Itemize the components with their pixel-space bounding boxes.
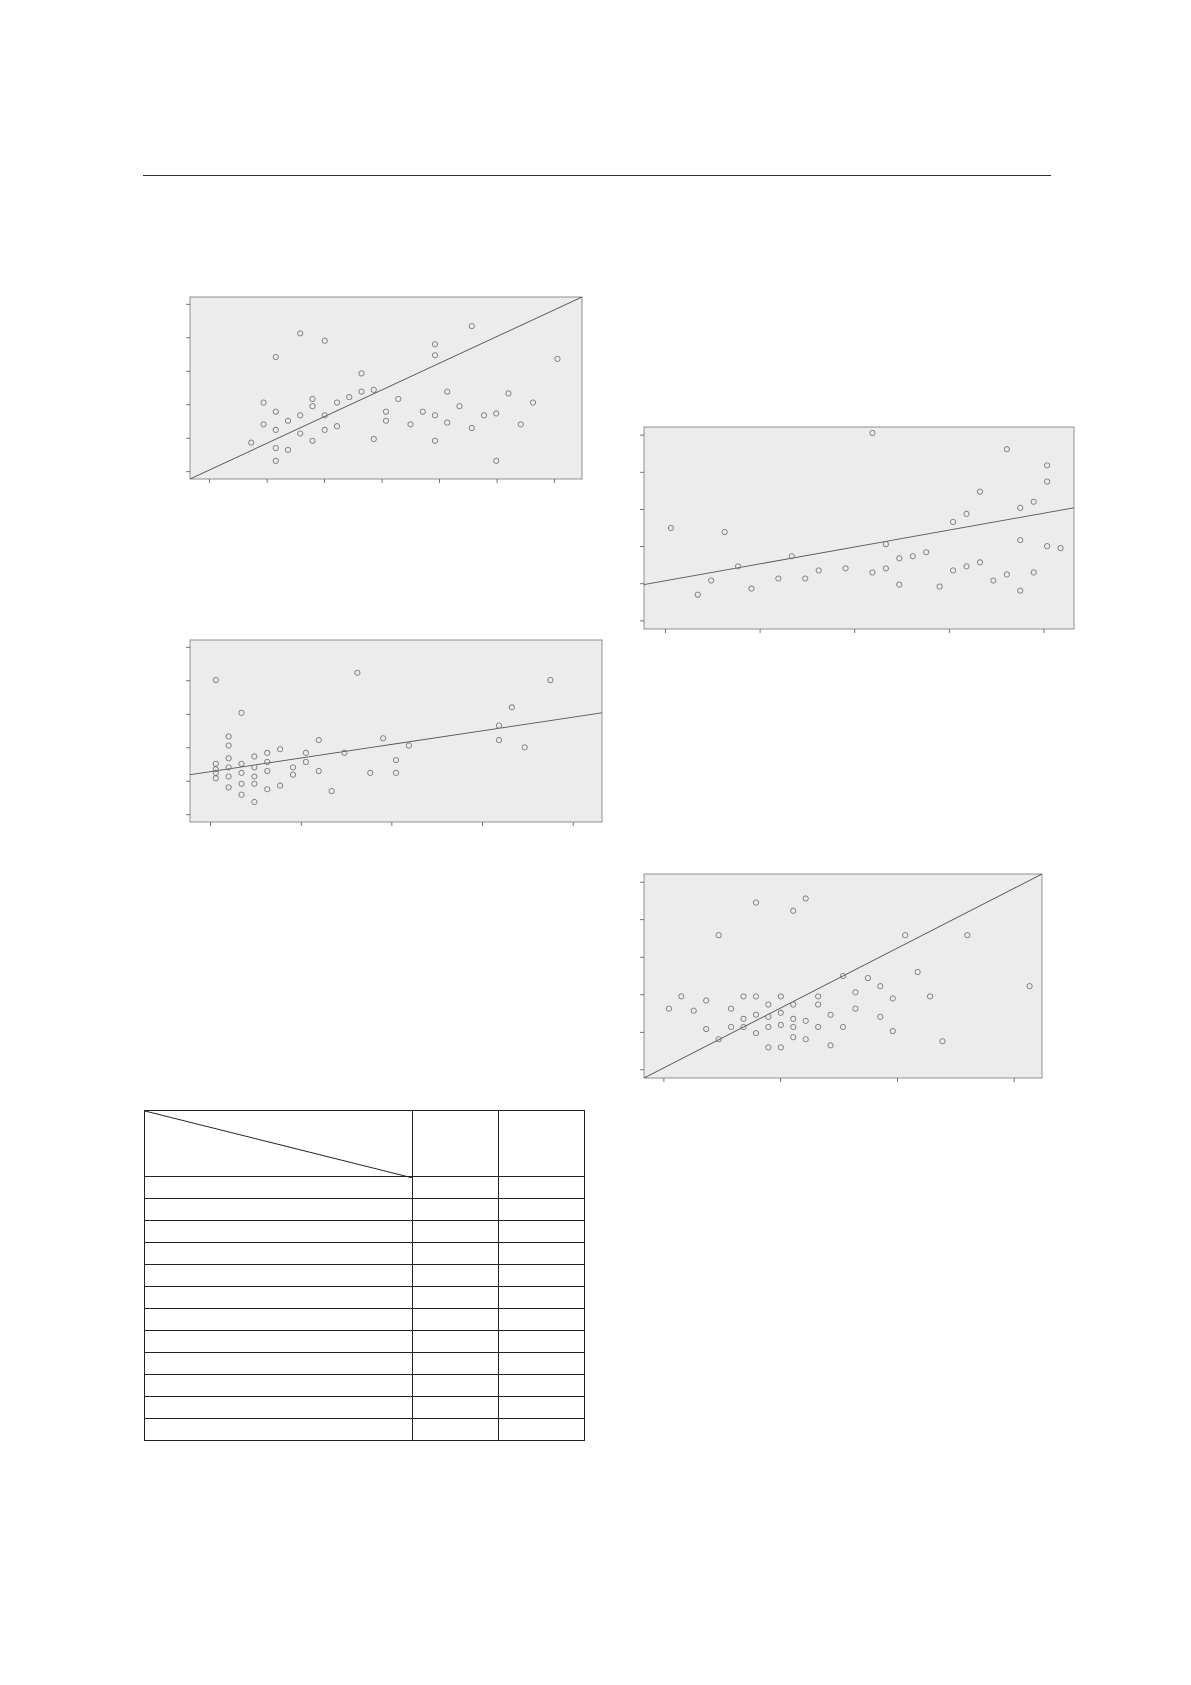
scatter-plot-2 (622, 425, 1080, 655)
table-cell (145, 1177, 413, 1199)
table-row (145, 1221, 585, 1243)
table-cell (145, 1419, 413, 1441)
plot-area (644, 427, 1074, 629)
table-col-header (499, 1111, 585, 1177)
table-row (145, 1419, 585, 1441)
table-cell (413, 1309, 499, 1331)
table-cell (145, 1375, 413, 1397)
table-cell (499, 1243, 585, 1265)
table-row (145, 1375, 585, 1397)
scatter-plot-1 (168, 295, 588, 505)
plot-area (190, 640, 602, 822)
table-cell (499, 1353, 585, 1375)
data-table (144, 1110, 585, 1441)
table-cell (145, 1221, 413, 1243)
table-cell (499, 1199, 585, 1221)
header-rule (143, 175, 1051, 176)
scatter-plot-4 (622, 872, 1048, 1104)
table-cell (145, 1199, 413, 1221)
table-cell (499, 1331, 585, 1353)
table-row (145, 1287, 585, 1309)
corner-diagonal (145, 1111, 413, 1178)
table-row (145, 1309, 585, 1331)
scatter-plot-3 (168, 638, 608, 848)
table-cell (145, 1397, 413, 1419)
table-row (145, 1265, 585, 1287)
table-cell (145, 1265, 413, 1287)
table-cell (145, 1287, 413, 1309)
table-cell (145, 1353, 413, 1375)
table-cell (413, 1419, 499, 1441)
table-cell (499, 1309, 585, 1331)
table-cell (413, 1397, 499, 1419)
table-row (145, 1353, 585, 1375)
table-cell (499, 1265, 585, 1287)
table-cell (499, 1287, 585, 1309)
table-cell (145, 1243, 413, 1265)
table-cell (413, 1353, 499, 1375)
table-cell (413, 1177, 499, 1199)
table-cell (499, 1419, 585, 1441)
table-cell (413, 1265, 499, 1287)
table-cell (145, 1331, 413, 1353)
table-cell (413, 1221, 499, 1243)
table-cell (499, 1397, 585, 1419)
table-row (145, 1177, 585, 1199)
table-header-row (145, 1111, 585, 1177)
table-col-header (413, 1111, 499, 1177)
table-cell (413, 1331, 499, 1353)
table-cell (413, 1199, 499, 1221)
table-cell (145, 1309, 413, 1331)
table-row (145, 1243, 585, 1265)
table-row (145, 1331, 585, 1353)
table-corner-cell (145, 1111, 413, 1177)
table-cell (499, 1375, 585, 1397)
table-cell (499, 1177, 585, 1199)
table-row (145, 1199, 585, 1221)
table-cell (413, 1287, 499, 1309)
table-row (145, 1397, 585, 1419)
table-cell (413, 1375, 499, 1397)
table-cell (499, 1221, 585, 1243)
table-cell (413, 1243, 499, 1265)
